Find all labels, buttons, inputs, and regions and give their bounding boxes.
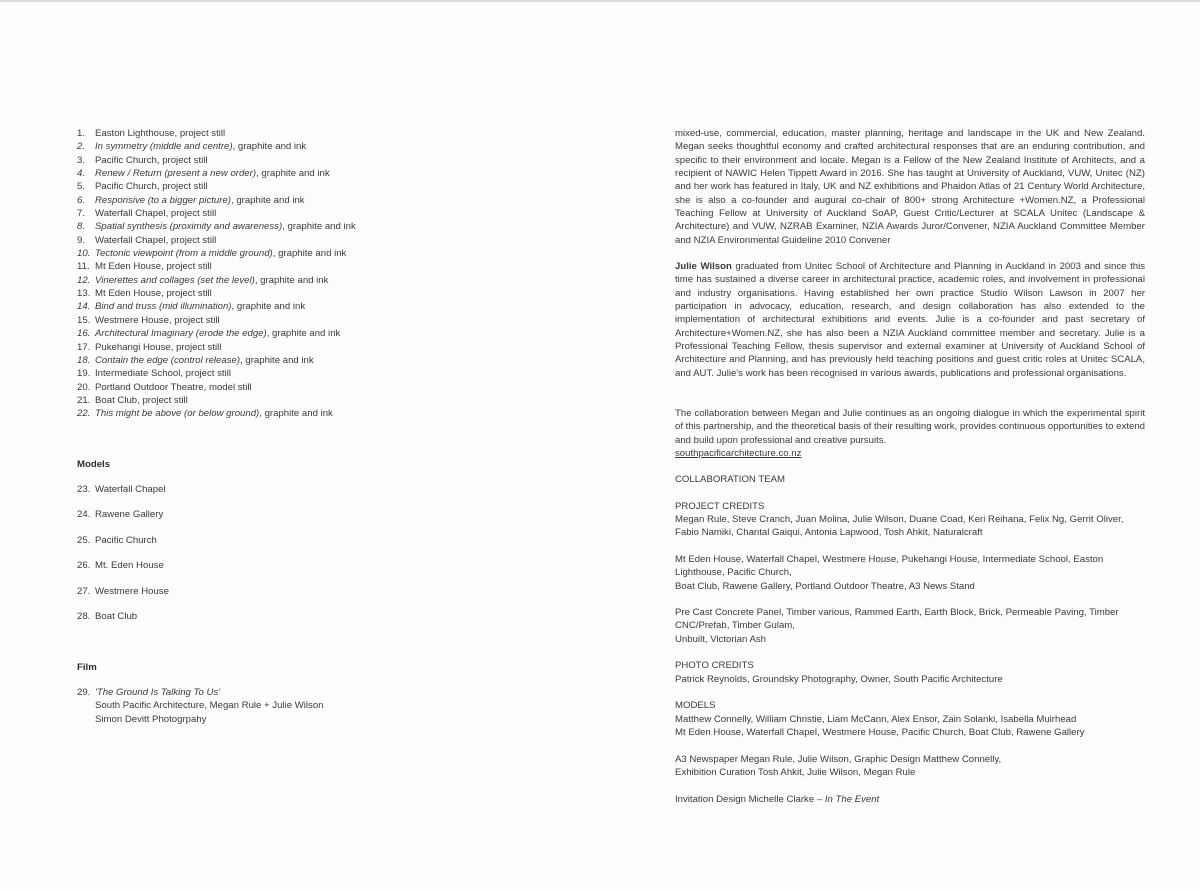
work-item [77,154,407,167]
collaboration-text: The collaboration between Megan and Julie continues as an ongoing dialogue in which the experimental spirit of this partnership, and the theoretical basis of their resulting work, provides continuous opportunities to extend and build upon professional and creative pursuits. [675,408,1145,446]
model-number: 25. [77,534,91,546]
work-title: Spatial synthesis (proximity and awareness) [95,221,283,233]
work-title: Architectural Imaginary (erode the edge) [95,328,267,340]
work-medium: , graphite and ink [259,408,333,420]
model-number: 24. [77,509,91,521]
website-link[interactable]: southpacificarchitecture.co.nz [675,448,802,460]
work-item [77,220,407,233]
work-number: 20. [77,381,91,393]
projects-list: Mt Eden House, Waterfall Chapel, Westmere House, Pukehangi House, Intermediate School, Easton Lighthouse, Pacific Church, [675,554,1104,579]
film-title: 'The Ground Is Talking To Us' [95,687,221,698]
work-title: Responsive (to a bigger picture) [95,194,231,206]
work-item [77,260,407,273]
film-entry [77,686,324,726]
work-title: Pukehangi House [95,341,171,353]
megan-bio: mixed-use, commercial, education, master planning, heritage and landscape in the UK and New Zealand. Megan seeks thoughtful economy and crafted architectural responses that are an enduring contribution, and specific to their environment and locale. Megan is a Fellow of the New Zealand Institute of Architects, and a recipient of NAWIC Helen Tippett Award in 2016. She has taught at University of Auckland, VUW, Unitec (NZ) and her work has featured in Italy, UK and NZ exhibitions and Phaidon Atlas of 21 Century World Architecture, she is also a co-founder and augural co-chair of 800+ strong Architecture +Women.NZ, a Professional Teaching Fellow at University of Auckland SoAP, Guest Critic/Lecturer at SCALA Unitec (Landscape & Architecture) and VUW, NZRAB Examiner, NZIA Awards Juror/Convener, NZIA Auckland Committee Member and NZIA Environmental Guideline 2010 Convener [675,128,1145,246]
work-item [77,140,407,153]
work-number: 18. [77,354,91,366]
invitation-designer: Invitation Design Michelle Clarke – [675,794,825,805]
work-number: 4. [77,168,86,180]
materials-list-continued: Unbuilt, Victorian Ash [675,634,767,645]
work-item [77,247,407,260]
invitation-credits [675,793,1145,806]
work-number: 8. [77,221,86,233]
model-number: 23. [77,484,91,495]
work-title: In symmetry (middle and centre) [95,141,233,153]
model-title: Boat Club [95,611,138,622]
work-medium: , project still [156,154,208,166]
model-item [77,611,137,622]
work-number: 10. [77,248,91,260]
work-medium: , project still [180,368,231,380]
work-medium: , project still [137,394,188,406]
work-title: Westmere House [95,314,169,326]
model-title: Waterfall Chapel [95,484,166,495]
work-title: Portland Outdoor Theatre [95,381,204,393]
work-number: 11. [77,261,90,273]
work-item [77,274,407,287]
work-title: Mt Eden House [95,288,162,300]
works-list [77,127,407,421]
work-medium: , graphite and ink [230,194,305,206]
film-credit: South Pacific Architecture, Megan Rule + Julie Wilson [95,700,324,712]
model-number: 28. [77,611,91,622]
work-item [77,287,407,300]
work-number: 6. [77,194,86,206]
model-item [77,560,164,571]
model-title: Rawene Gallery [95,509,164,521]
model-projects: Mt Eden House, Waterfall Chapel, Westmere House, Pacific Church, Boat Club, Rawene Gallery [675,727,1085,738]
model-number: 26. [77,560,91,572]
work-number: 14. [77,301,91,313]
a3-newspaper-credits: A3 Newspaper Megan Rule, Julie Wilson, Graphic Design Matthew Connelly, [675,754,1002,765]
work-title: Waterfall Chapel [95,208,166,220]
work-item [77,180,407,193]
work-medium: , model still [203,381,252,393]
project-credits: Megan Rule, Steve Cranch, Juan Molina, Julie Wilson, Duane Coad, Keri Reihana, Felix Ng, Gerrit Oliver, Fabio Namiki, Chantal Gaiqui, Antonia Lapwood, Tosh Ahkit, Naturalcraft [675,514,1124,539]
work-number: 22. [77,408,91,420]
invitation-event: In The Event [824,794,880,805]
model-item [77,535,157,546]
film-number: 29. [77,687,91,698]
work-title: Pacific Church [95,181,157,193]
work-number: 17. [77,341,91,353]
work-item [77,394,407,407]
work-title: Bind and truss (mid illumination) [95,301,232,313]
work-medium: , graphite and ink [272,248,347,260]
work-title: Boat Club [95,394,138,406]
work-medium: , project still [174,128,226,139]
work-medium: , project still [161,288,212,300]
work-medium: , project still [165,208,217,220]
work-title: Pacific Church [95,154,157,166]
works-list-column [77,127,407,421]
work-title: Waterfall Chapel [95,234,166,246]
work-title: Easton Lighthouse [95,128,175,139]
work-medium: , graphite and ink [240,354,314,366]
work-number: 2. [77,141,86,153]
work-number: 1. [77,128,86,139]
work-item [77,367,407,380]
materials-list: Pre Cast Concrete Panel, Timber various, Rammed Earth, Earth Block, Brick, Permeable Paving, Timber CNC/Prefab, Timber Gulam, [675,607,1119,632]
work-medium: , project still [156,181,208,193]
film-heading: Film [77,662,97,673]
work-number: 3. [77,154,86,166]
work-medium: , graphite and ink [256,168,330,180]
work-item [77,127,407,140]
work-title: Tectonic viewpoint (from a middle ground) [95,248,273,260]
work-medium: , graphite and ink [231,301,306,313]
work-item [77,167,407,180]
work-item [77,354,407,367]
models-heading: Models [77,459,111,470]
work-item [77,407,407,420]
work-number: 13. [77,288,91,300]
photo-credits-heading: PHOTO CREDITS [675,660,754,671]
work-medium: , graphite and ink [232,141,307,153]
photo-credits: Patrick Reynolds, Groundsky Photography, Owner, South Pacific Architecture [675,674,1003,685]
work-medium: , project still [170,341,222,353]
work-item [77,381,407,394]
model-title: Pacific Church [95,534,157,546]
model-number: 27. [77,585,91,597]
film-photography: Simon Devitt Photogrpahy [95,713,207,725]
work-medium: , project still [168,314,220,326]
work-item [77,194,407,207]
model-credits-heading: MODELS [675,700,716,711]
collaboration-paragraph [675,407,1145,460]
exhibition-curation-credits: Exhibition Curation Tosh Ahkit, Julie Wilson, Megan Rule [675,767,916,778]
work-item [77,234,407,247]
work-medium: , project still [165,234,217,246]
work-number: 15. [77,314,91,326]
model-item [77,509,163,520]
model-item [77,484,166,495]
work-title: Mt Eden House [95,261,162,273]
work-number: 7. [77,208,86,220]
work-item [77,207,407,220]
model-title: Mt. Eden House [95,560,164,572]
work-medium: , graphite and ink [266,328,341,340]
work-item [77,341,407,354]
julie-bio-text: graduated from Unitec School of Architecture and Planning in Auckland in 2003 and since this time has sustained a diverse career in architectural practice, academic roles, and involvement in professional and industry organisations. Having established her own practice Studio Wilson Lawson in 2007 her participation in advocacy, education, research, and design collaboration has also extended to the implementation of architectural exhibitions and events. Julie is a co-founder and past secretary of Architecture+Women.NZ, she has also been a NZIA Auckland committee member and secretary. Julie is a Professional Teaching Fellow, thesis supervisor and external examiner at University of Auckland School of Architecture and Planning, and has previously held teaching positions and guest critic roles at Unitec SCALA, and AUT. Julie's work has been recognised in various awards, publications and professional organisations. [675,261,1145,379]
work-item [77,327,407,340]
work-number: 16. [77,328,91,340]
work-title: Intermediate School [95,368,181,380]
julie-bio [675,260,1145,380]
collaboration-team-heading: COLLABORATION TEAM [675,474,785,485]
model-makers: Matthew Connelly, William Christie, Liam McCann, Alex Ensor, Zain Solanki, Isabella Muirhead [675,714,1077,725]
work-number: 12. [77,274,91,286]
work-title: Contain the edge (control release) [95,354,241,366]
work-number: 9. [77,234,86,246]
julie-name: Julie Wilson [675,261,732,272]
work-medium: , project still [161,261,212,273]
projects-list-continued: Boat Club, Rawene Gallery, Portland Outdoor Theatre, A3 News Stand [675,581,975,592]
work-number: 21. [77,394,91,406]
work-medium: , graphite and ink [282,221,356,233]
work-title: Vinerettes and collages (set the level) [95,274,255,286]
scan-edge [0,0,1200,2]
work-item [77,300,407,313]
work-number: 5. [77,181,86,193]
work-title: This might be above (or below ground) [95,408,260,420]
model-title: Westmere House [95,585,169,597]
work-medium: , graphite and ink [254,274,329,286]
work-number: 19. [77,368,91,380]
model-item [77,586,169,597]
project-credits-heading: PROJECT CREDITS [675,501,765,512]
work-item [77,314,407,327]
work-title: Renew / Return (present a new order) [95,168,257,180]
